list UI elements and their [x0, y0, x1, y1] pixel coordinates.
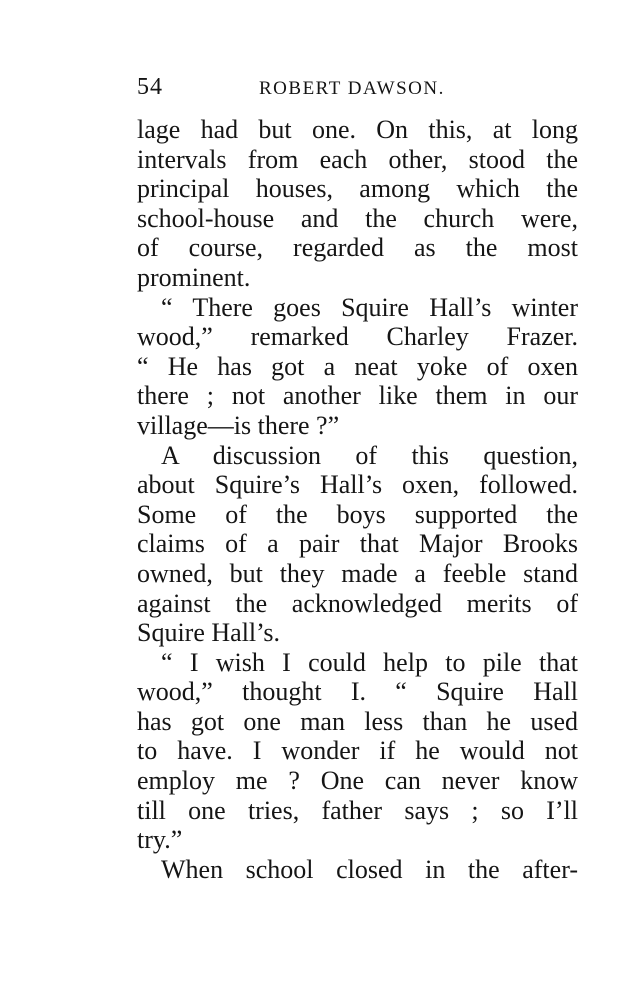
text-line: school-house and the church were,: [137, 203, 578, 233]
text-line: about Squire’s Hall’s oxen, followed.: [137, 470, 578, 500]
text-line: claims of a pair that Major Brooks: [137, 529, 578, 559]
text-line: “ I wish I could help to pile that: [161, 647, 578, 677]
text-line: When school closed in the after-: [161, 854, 578, 884]
page-number: 54: [137, 74, 163, 100]
text-line: village—is there ?”: [137, 410, 340, 440]
text-line: Squire Hall’s.: [137, 618, 280, 648]
text-line: against the acknowledged merits of: [137, 588, 578, 618]
text-line: try.”: [137, 825, 183, 855]
text-line: has got one man less than he used: [137, 706, 578, 736]
text-line: intervals from each other, stood the: [137, 144, 578, 174]
text-line: lage had but one. On this, at long: [137, 115, 578, 144]
running-head: ROBERT DAWSON.: [259, 78, 445, 99]
text-line: Some of the boys supported the: [137, 499, 578, 529]
text-line: principal houses, among which the: [137, 174, 578, 204]
text-line: prominent.: [137, 262, 251, 292]
text-line: “ There goes Squire Hall’s winter: [161, 292, 578, 322]
text-line: till one tries, father says ; so I’ll: [137, 795, 578, 825]
text-line: wood,” remarked Charley Frazer.: [137, 322, 578, 352]
text-line: there ; not another like them in our: [137, 381, 578, 411]
text-line: of course, regarded as the most: [137, 233, 578, 263]
text-line: A discussion of this question,: [161, 440, 578, 470]
text-line: “ He has got a neat yoke of oxen: [137, 351, 578, 381]
page-header: [137, 74, 578, 108]
text-line: owned, but they made a feeble stand: [137, 558, 578, 588]
text-line: employ me ? One can never know: [137, 766, 578, 796]
text-line: wood,” thought I. “ Squire Hall: [137, 677, 578, 707]
text-line: to have. I wonder if he would not: [137, 736, 578, 766]
body-text: [137, 115, 578, 884]
